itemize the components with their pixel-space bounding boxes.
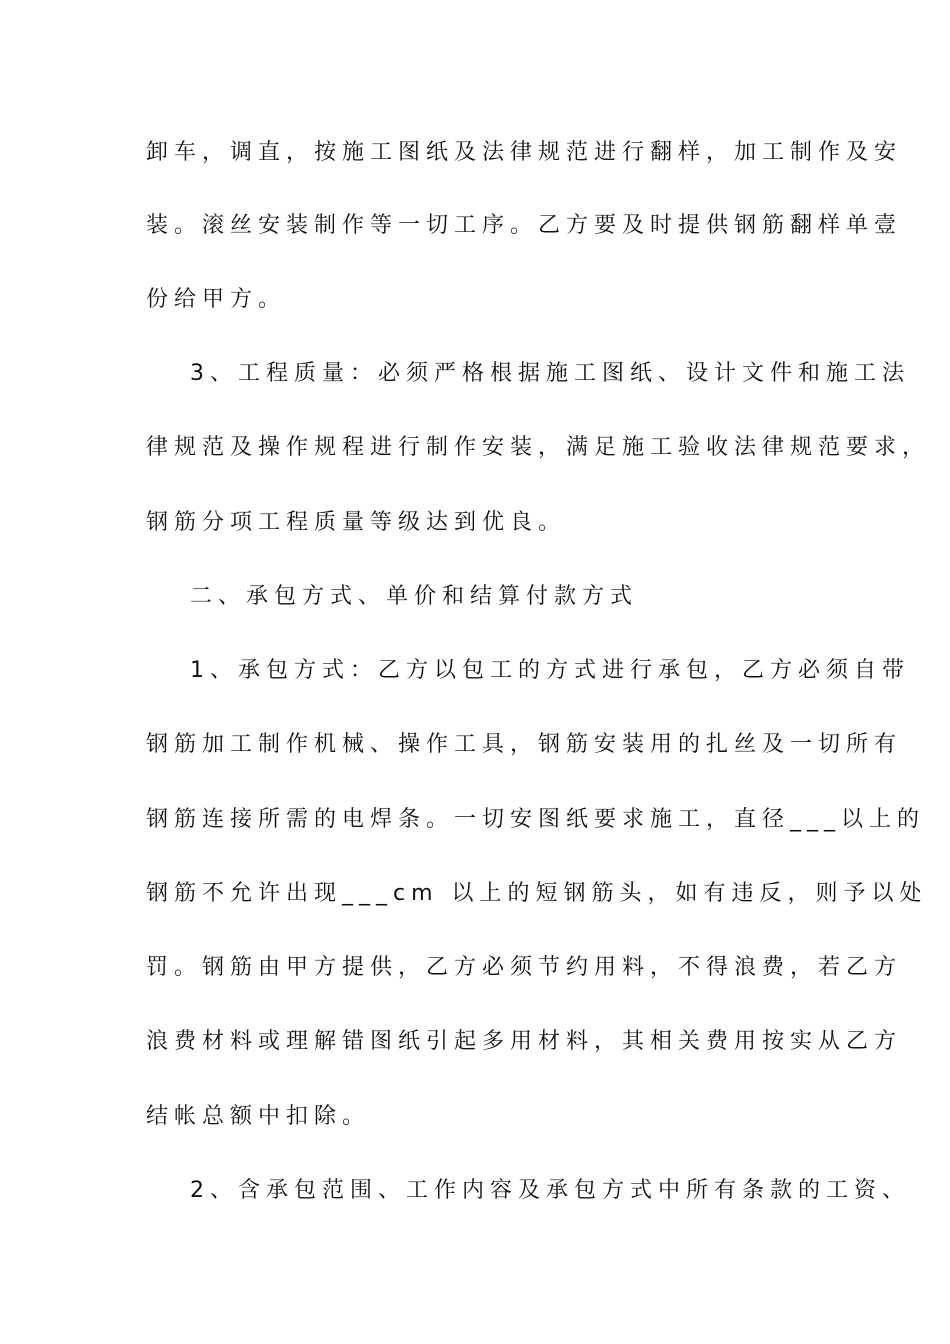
text-line: 钢筋连接所需的电焊条。一切安图纸要求施工，直径___以上的 [146, 807, 926, 832]
text-line: 份给甲方。 [146, 287, 287, 312]
text-line: 钢筋分项工程质量等级达到优良。 [146, 510, 567, 535]
text-line: 浪费材料或理解错图纸引起多用材料，其相关费用按实从乙方 [146, 1029, 903, 1054]
text-line: 律规范及操作规程进行制作安装，满足施工验收法律规范要求， [146, 435, 931, 460]
text-line: 3、工程质量：必须严格根据施工图纸、设计文件和施工法 [190, 361, 910, 386]
text-line: 钢筋不允许出现___cm 以上的短钢筋头，如有违反，则予以处 [146, 881, 928, 906]
text-line: 结帐总额中扣除。 [146, 1104, 371, 1129]
text-line: 卸车，调直，按施工图纸及法律规范进行翻样，加工制作及安 [146, 140, 903, 165]
section-heading: 二、承包方式、单价和结算付款方式 [190, 584, 639, 609]
text-line: 罚。钢筋由甲方提供，乙方必须节约用料，不得浪费，若乙方 [146, 955, 903, 980]
text-line: 装。滚丝安装制作等一切工序。乙方要及时提供钢筋翻样单壹 [146, 213, 903, 238]
text-line: 钢筋加工制作机械、操作工具，钢筋安装用的扎丝及一切所有 [146, 732, 903, 757]
text-line: 2、含承包范围、工作内容及承包方式中所有条款的工资、 [190, 1178, 910, 1203]
text-line: 1、承包方式：乙方以包工的方式进行承包，乙方必须自带 [190, 658, 910, 683]
